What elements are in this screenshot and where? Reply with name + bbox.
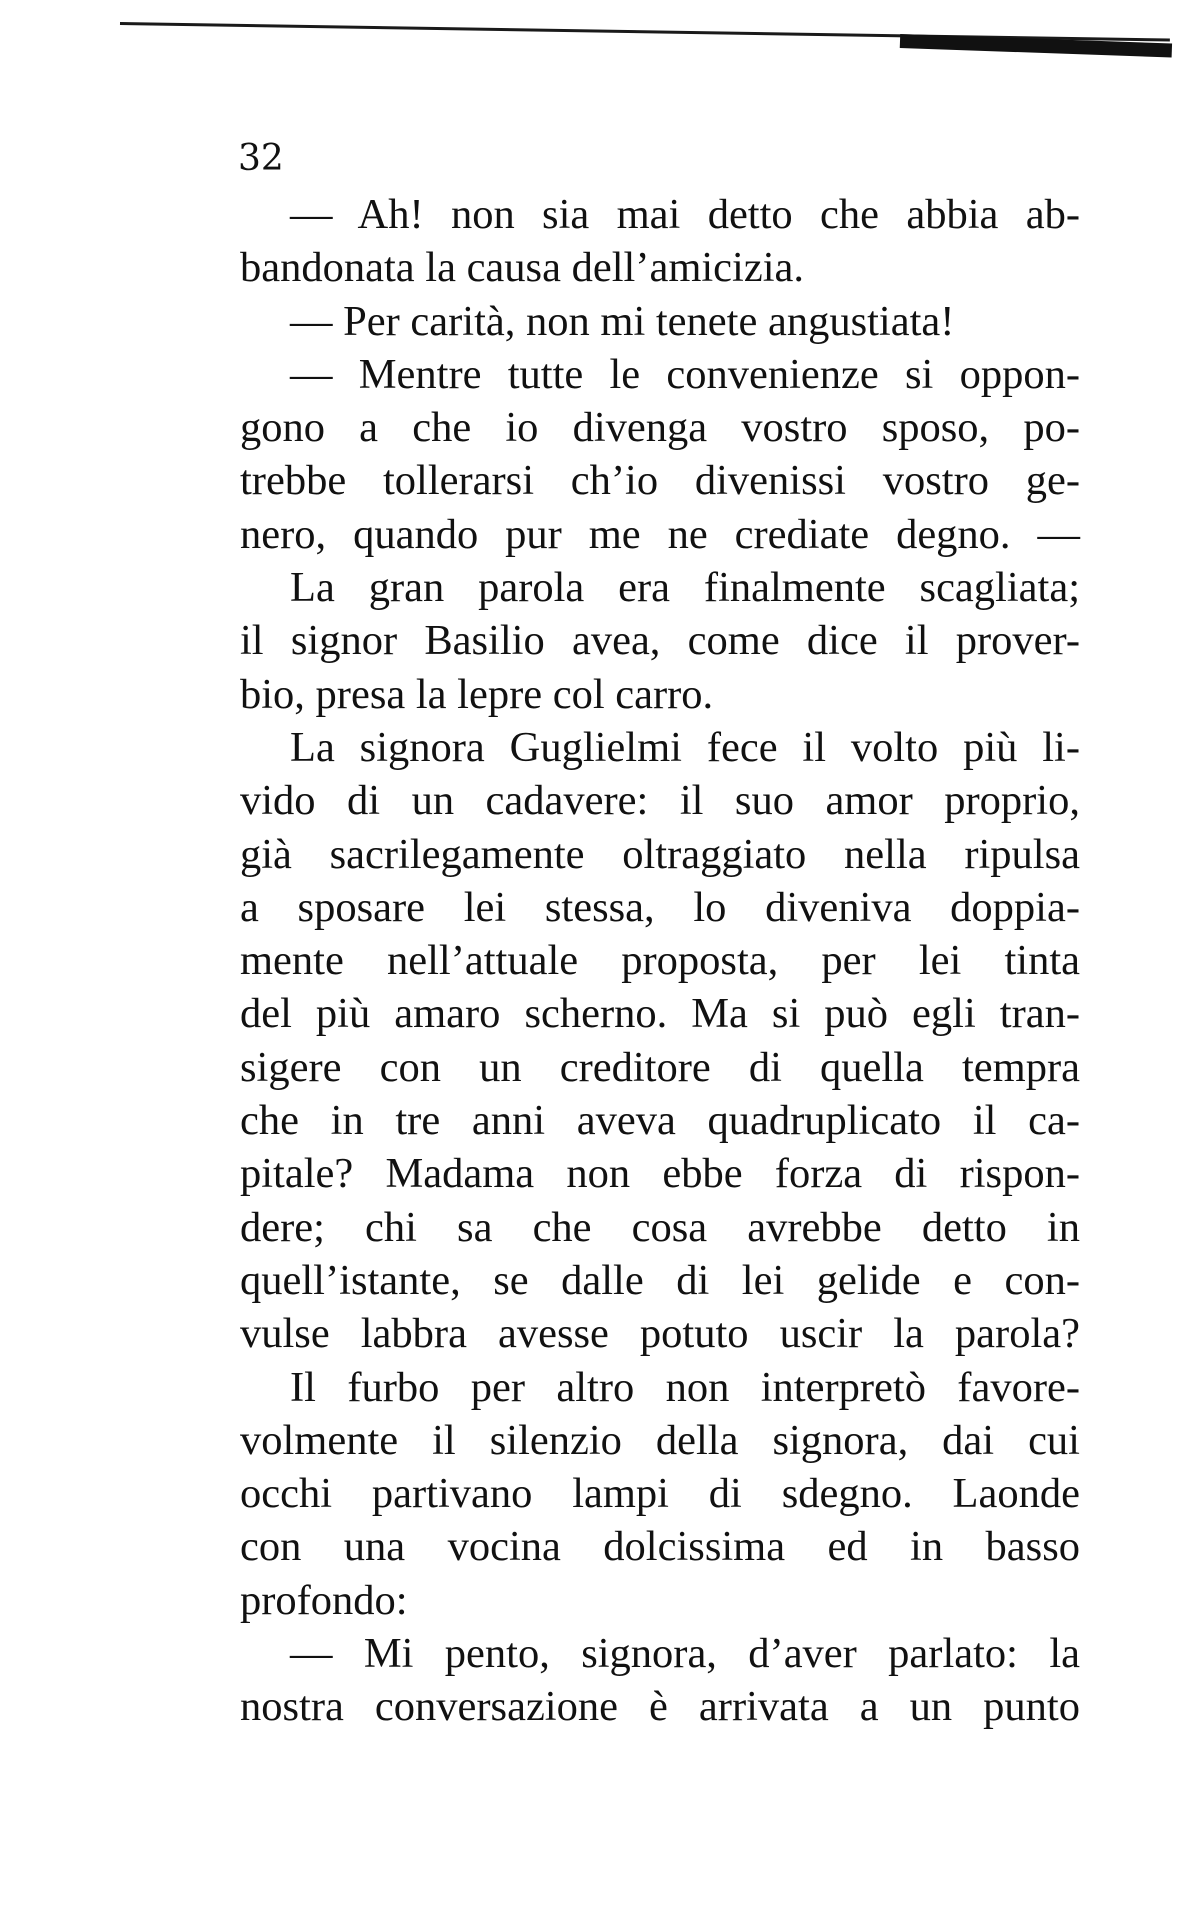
text-line: profondo: bbox=[240, 1576, 408, 1624]
text-line: La gran parola era finalmente scagliata; bbox=[290, 564, 1080, 612]
text-line: nero, quando pur me ne crediate degno. — bbox=[240, 510, 1080, 558]
text-line: gono a che io divenga vostro sposo, po- bbox=[240, 404, 1080, 452]
text-line: pitale? Madama non ebbe forza di rispon- bbox=[240, 1150, 1080, 1198]
text-line: Il furbo per altro non interpretò favore- bbox=[290, 1363, 1080, 1411]
text-line: — Per carità, non mi tenete angustiata! bbox=[290, 297, 955, 345]
text-line: — Ah! non sia mai detto che abbia ab- bbox=[290, 191, 1080, 238]
text-line: occhi partivano lampi di sdegno. Laonde bbox=[240, 1470, 1080, 1518]
text-line: mente nell’attuale proposta, per lei tinta bbox=[240, 937, 1080, 985]
text-line: dere; chi sa che cosa avrebbe detto in bbox=[240, 1203, 1080, 1251]
text-line: nostra conversazione è arrivata a un punto bbox=[240, 1683, 1080, 1731]
text-line: volmente il silenzio della signora, dai cui bbox=[240, 1416, 1080, 1464]
body-text bbox=[240, 188, 1080, 1734]
text-line: con una vocina dolcissima ed in basso bbox=[240, 1523, 1080, 1571]
text-line: il signor Basilio avea, come dice il prover- bbox=[240, 617, 1080, 665]
text-line: vido di un cadavere: il suo amor proprio, bbox=[240, 777, 1080, 825]
text-line: — Mi pento, signora, d’aver parlato: la bbox=[290, 1630, 1080, 1678]
text-line: bio, presa la lepre col carro. bbox=[240, 670, 714, 718]
text-line: del più amaro scherno. Ma si può egli tran- bbox=[240, 990, 1080, 1038]
text-line: bandonata la causa dell’amicizia. bbox=[240, 244, 805, 292]
page-number: 32 bbox=[238, 138, 284, 179]
text-line: quell’istante, se dalle di lei gelide e con- bbox=[240, 1256, 1080, 1304]
text-line: La signora Guglielmi fece il volto più li- bbox=[290, 723, 1080, 771]
text-line: a sposare lei stessa, lo diveniva doppia- bbox=[240, 883, 1080, 931]
text-line: già sacrilegamente oltraggiato nella ripulsa bbox=[240, 830, 1080, 878]
text-line: sigere con un creditore di quella tempra bbox=[240, 1043, 1080, 1091]
text-line: — Mentre tutte le convenienze si oppon- bbox=[290, 350, 1080, 398]
text-line: che in tre anni aveva quadruplicato il ca- bbox=[240, 1097, 1080, 1145]
text-line: trebbe tollerarsi ch’io divenissi vostro ge- bbox=[240, 457, 1080, 505]
text-line: vulse labbra avesse potuto uscir la parola? bbox=[240, 1310, 1080, 1358]
